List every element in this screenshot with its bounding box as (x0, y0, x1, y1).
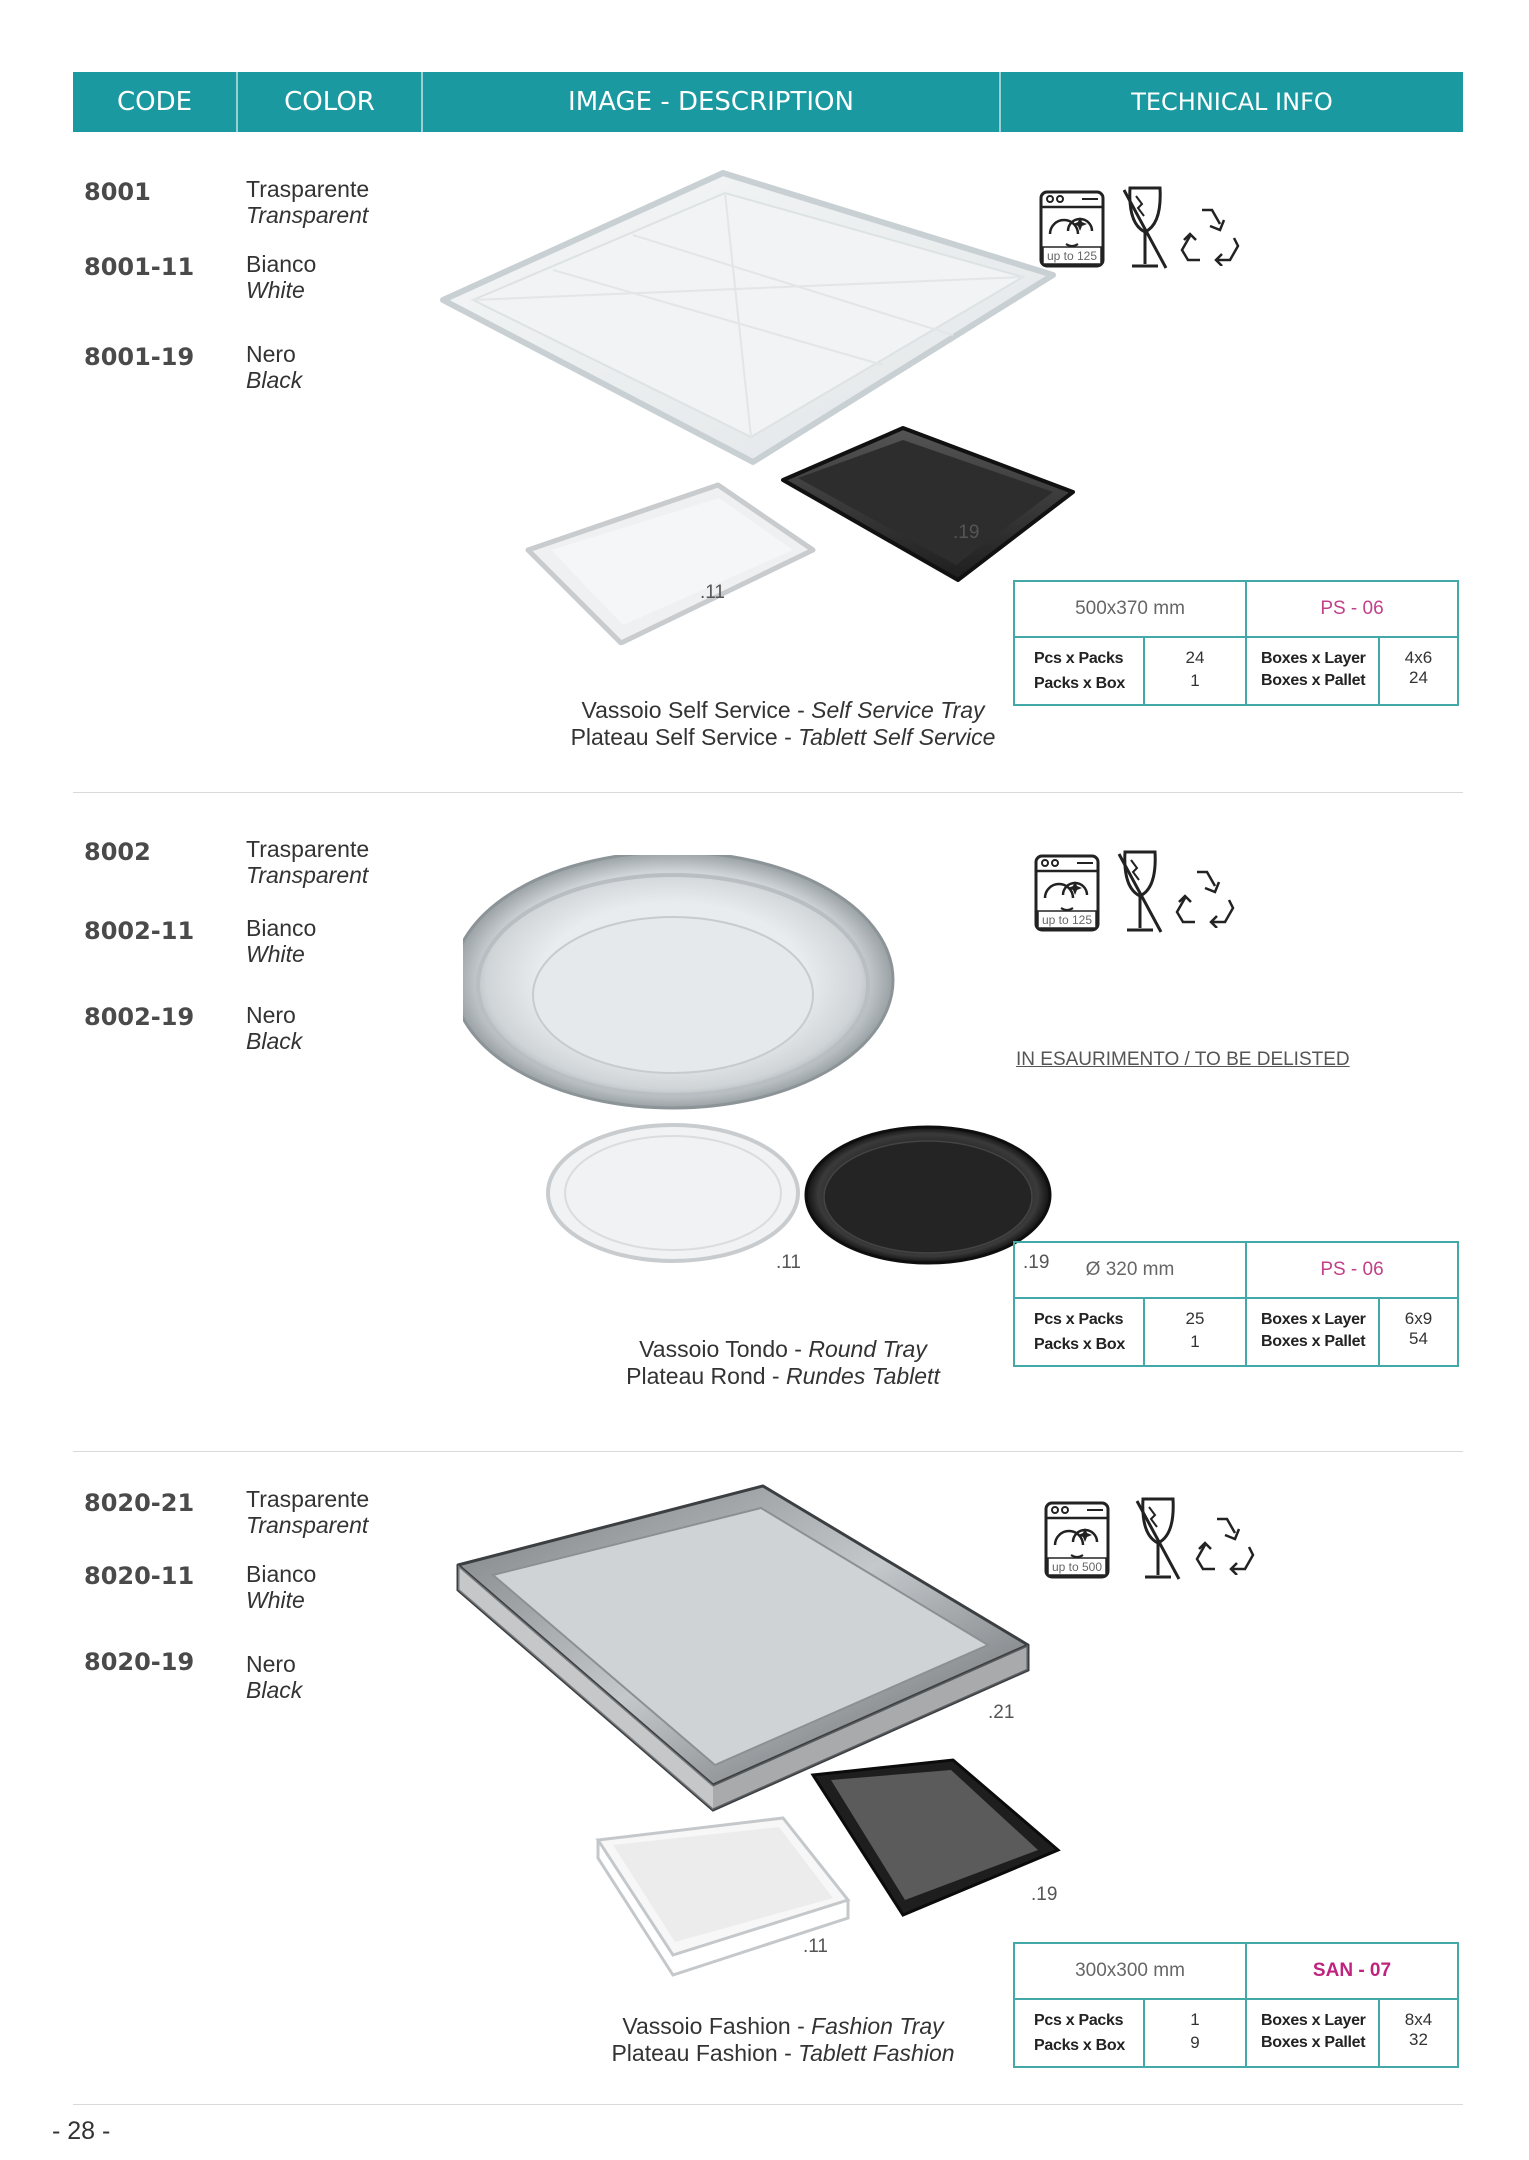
boxes-pallet-value: 24 (1409, 668, 1428, 687)
product-description: Vassoio Tondo - Round Tray Plateau Rond - Rundes Tablett (626, 1336, 940, 1389)
svg-text:up to 500: up to 500 (1051, 1560, 1103, 1574)
product-code: 8020-21 (84, 1489, 195, 1517)
boxes-layer-value: 8x4 (1404, 2010, 1433, 2029)
product-code: 8001-19 (84, 343, 195, 371)
table-header (73, 72, 1463, 132)
material-value: PS - 06 (1320, 1259, 1384, 1280)
svg-text:up to 125: up to 125 (1046, 249, 1098, 263)
dishwasher-icon (1043, 1500, 1113, 1580)
boxes-layer-value: 4x6 (1404, 648, 1433, 667)
no-glass-icon (1133, 1495, 1183, 1583)
product-code: 8002 (84, 838, 151, 866)
color-label: Nero Black (246, 1651, 303, 1703)
technical-info-table (1013, 1942, 1459, 2068)
technical-info-table (1013, 580, 1459, 706)
color-label: Bianco White (246, 915, 317, 967)
material-value: PS - 06 (1320, 598, 1384, 619)
size-value: 300x300 mm (1015, 1944, 1247, 1998)
product-code: 8001-11 (84, 253, 195, 281)
variant-label: .11 (803, 1936, 829, 1957)
variant-label: .11 (776, 1252, 802, 1273)
boxes-layer-label: Boxes x Layer (1261, 2012, 1366, 2029)
row-separator (73, 2104, 1463, 2105)
product-description: Vassoio Self Service - Self Service Tray Plateau Self Service - Tablett Self Service (570, 697, 996, 750)
color-label: Bianco White (246, 251, 317, 303)
boxes-pallet-label: Boxes x Pallet (1261, 1333, 1366, 1350)
variant-label: .19 (1023, 1252, 1050, 1273)
color-label: Nero Black (246, 341, 303, 393)
header-color: COLOR (238, 72, 423, 132)
product-code: 8020-11 (84, 1562, 195, 1590)
recycle-icon (1178, 204, 1244, 266)
variant-label: .11 (700, 582, 726, 603)
page-number: - 28 - (52, 2117, 111, 2145)
boxes-layer-label: Boxes x Layer (1261, 1311, 1366, 1328)
pcs-packs-label: Pcs x Packs (1034, 1311, 1124, 1328)
recycle-icon (1193, 1513, 1259, 1575)
row-separator (73, 792, 1463, 793)
variant-label: .21 (988, 1702, 1015, 1723)
color-label: Trasparente Transparent (246, 1486, 370, 1538)
product-description: Vassoio Fashion - Fashion Tray Plateau Fashion - Tablett Fashion (611, 2013, 955, 2066)
size-value: 500x370 mm (1015, 582, 1247, 636)
dishwasher-icon (1033, 853, 1103, 933)
pcs-packs-label: Pcs x Packs (1034, 2012, 1124, 2029)
product-image-round-tray (463, 855, 1083, 1275)
packs-box-label: Packs x Box (1034, 1336, 1125, 1353)
pcs-packs-label: Pcs x Packs (1034, 650, 1124, 667)
delisted-notice: IN ESAURIMENTO / TO BE DELISTED (1016, 1049, 1350, 1070)
variant-label: .19 (1031, 1884, 1058, 1905)
boxes-pallet-value: 32 (1409, 2030, 1428, 2049)
product-code: 8002-19 (84, 1003, 195, 1031)
color-label: Nero Black (246, 1002, 303, 1054)
material-value: SAN - 07 (1312, 1960, 1392, 1981)
variant-label: .19 (953, 522, 980, 543)
pcs-packs-value: 1 (1190, 2010, 1200, 2029)
technical-info-table (1013, 1241, 1459, 1367)
boxes-pallet-value: 54 (1409, 1329, 1428, 1348)
pcs-packs-value: 24 (1185, 648, 1205, 667)
no-glass-icon (1120, 184, 1170, 272)
dishwasher-icon (1038, 189, 1108, 269)
care-icons (1043, 1495, 1273, 1585)
product-code: 8020-19 (84, 1648, 195, 1676)
pcs-packs-value: 25 (1185, 1309, 1205, 1328)
packs-box-label: Packs x Box (1034, 675, 1125, 692)
row-separator (73, 1451, 1463, 1452)
recycle-icon (1173, 866, 1239, 928)
boxes-pallet-label: Boxes x Pallet (1261, 672, 1366, 689)
color-label: Trasparente Transparent (246, 176, 370, 228)
product-image-square-tray (453, 1480, 1093, 1980)
svg-text:up to 125: up to 125 (1041, 913, 1093, 927)
color-label: Bianco White (246, 1561, 317, 1613)
header-image-description: IMAGE - DESCRIPTION (423, 72, 1001, 132)
product-code: 8002-11 (84, 917, 195, 945)
boxes-layer-label: Boxes x Layer (1261, 650, 1366, 667)
header-code: CODE (73, 72, 238, 132)
no-glass-icon (1115, 848, 1165, 936)
packs-box-value: 1 (1190, 671, 1200, 690)
packs-box-label: Packs x Box (1034, 2037, 1125, 2054)
care-icons (1038, 184, 1268, 274)
product-image-rectangular-tray (433, 165, 1093, 645)
header-technical-info: TECHNICAL INFO (1131, 88, 1333, 116)
boxes-layer-value: 6x9 (1404, 1309, 1433, 1328)
size-value: Ø 320 mm (1015, 1243, 1247, 1297)
care-icons (1033, 848, 1263, 938)
boxes-pallet-label: Boxes x Pallet (1261, 2034, 1366, 2051)
product-code: 8001 (84, 178, 151, 206)
packs-box-value: 1 (1190, 1332, 1200, 1351)
color-label: Trasparente Transparent (246, 836, 370, 888)
packs-box-value: 9 (1190, 2033, 1200, 2052)
